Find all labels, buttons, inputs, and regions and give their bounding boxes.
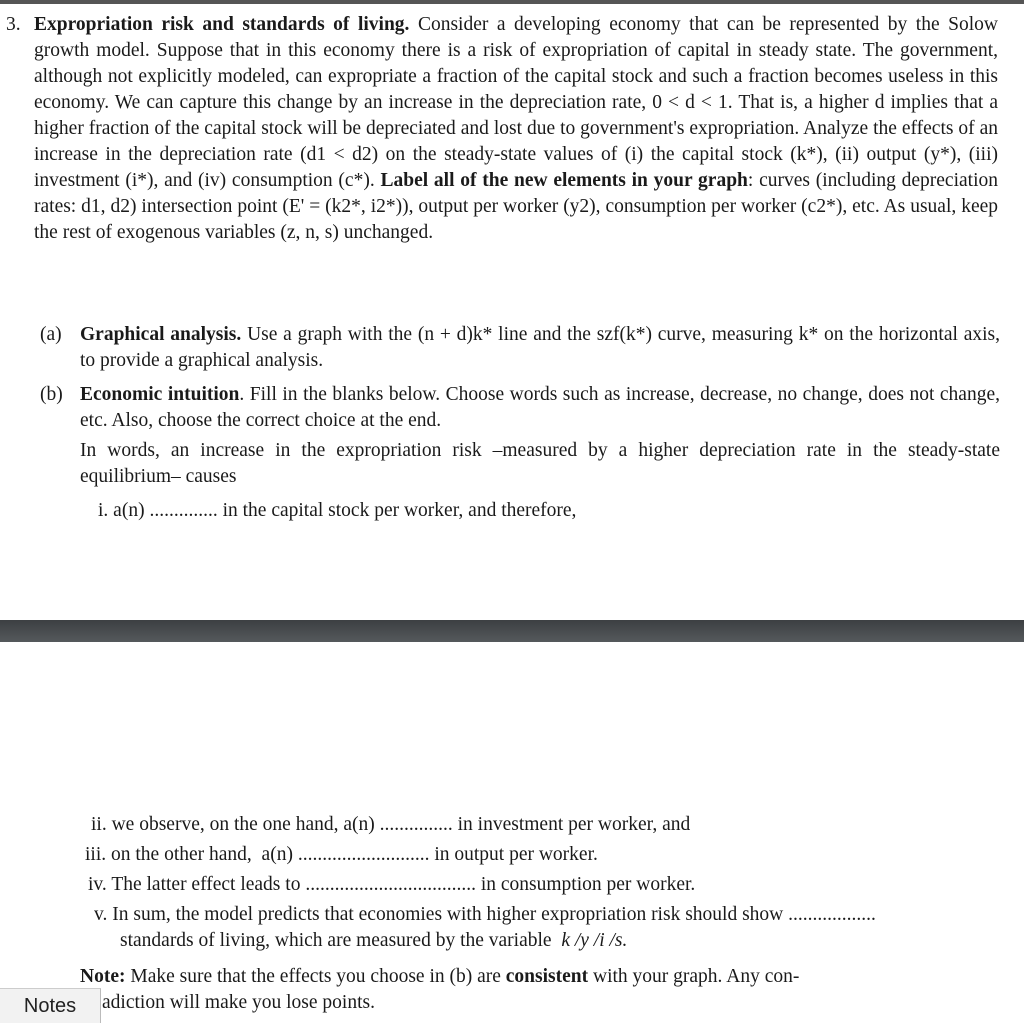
item-ii xyxy=(91,812,690,838)
item-v-line2-text: standards of living, which are measured by the variable xyxy=(120,930,552,951)
item-i-label: i. xyxy=(98,500,109,521)
label-instruction: Label all of the new elements in your graph xyxy=(380,170,748,191)
note-label: Note: xyxy=(80,966,126,987)
page-separator xyxy=(0,620,1024,642)
question-3 xyxy=(6,12,998,246)
part-b-title: Economic intuition xyxy=(80,384,240,405)
question-intro: Consider a developing economy that can be represented by the Solow growth model. Suppose that in this economy there is a risk of expropriation of capital in steady state. The government, although not explicitly modeled, can expropriate a fraction of the capital stock and such a fraction becomes useless in this economy. We can capture this change by an increase in the depreciation rate, 0 < d < 1. That is, a higher d implies that a higher fraction of the capital stock will be depreciated and lost due to government's expropriation. Analyze the effects of an increase in the depreciation rate (d1 < d2) on the steady-state values of (i) the capital stock (k*), (ii) output (y*), (iii) investment (i*), and (iv) consumption (c*). xyxy=(34,14,998,191)
item-ii-before: we observe, on the one hand, a(n) xyxy=(111,814,375,835)
part-b-label: (b) xyxy=(40,384,63,405)
item-iv xyxy=(88,872,695,898)
item-v-label: v. xyxy=(94,904,108,925)
page-1 xyxy=(0,4,1024,620)
item-i xyxy=(98,498,576,524)
note xyxy=(80,964,799,990)
note-emph: consistent xyxy=(505,966,589,987)
item-iii-after: in output per worker. xyxy=(434,844,598,865)
item-v xyxy=(94,902,1024,928)
part-a-label: (a) xyxy=(40,324,62,345)
part-a-title: Graphical analysis. xyxy=(80,324,242,345)
item-i-after: in the capital stock per worker, and therefore, xyxy=(222,500,577,521)
part-a xyxy=(40,322,1000,374)
item-v-choices: k /y /i /s. xyxy=(561,930,628,951)
part-b xyxy=(40,382,1000,434)
item-v-blank[interactable]: .................. xyxy=(788,904,876,925)
item-ii-label: ii. xyxy=(91,814,107,835)
item-i-before: a(n) xyxy=(113,500,145,521)
item-iv-after: in consumption per worker. xyxy=(480,874,696,895)
item-iii-before: on the other hand, a(n) xyxy=(111,844,293,865)
note-text-b: with your graph. Any con- xyxy=(593,966,800,987)
notes-tab[interactable]: Notes xyxy=(0,988,101,1023)
question-body xyxy=(34,12,998,246)
question-title: Expropriation risk and standards of living. xyxy=(34,14,410,35)
question-number: 3. xyxy=(6,14,21,35)
item-iv-before: The latter effect leads to xyxy=(111,874,301,895)
item-iii-blank[interactable]: ........................... xyxy=(297,844,430,865)
note-text-a: Make sure that the effects you choose in (b) are xyxy=(130,966,501,987)
question-intro-cont: : curves (including depreciation rates: d1, d2) intersection point (E' = (k2*, i2*)), output per worker (y2), consumption per worker (c2*), etc. As usual, keep the rest of exogenous variables (z, n, s) unchanged. xyxy=(34,170,998,243)
part-b-prompt: In words, an increase in the expropriation risk –measured by a higher depreciation rate in the steady-state equilibrium– causes xyxy=(80,440,1000,487)
part-a-text: Use a graph with the (n + d)k* line and the szf(k*) curve, measuring k* on the horizontal axis, to provide a graphical analysis. xyxy=(80,324,1000,371)
item-i-blank[interactable]: .............. xyxy=(149,500,218,521)
item-ii-blank[interactable]: ............... xyxy=(379,814,453,835)
item-iii-label: iii. xyxy=(85,844,107,865)
item-iv-label: iv. xyxy=(88,874,107,895)
item-ii-after: in investment per worker, and xyxy=(457,814,691,835)
item-iii xyxy=(85,842,598,868)
item-v-line2 xyxy=(120,928,627,954)
item-v-before: In sum, the model predicts that economies with higher expropriation risk should show xyxy=(112,904,784,925)
part-b-text: . Fill in the blanks below. Choose words such as increase, decrease, no change, does not change, etc. Also, choose the correct choice at the end. xyxy=(80,384,1000,431)
item-iv-blank[interactable]: ................................... xyxy=(305,874,476,895)
note-line2: adiction will make you lose points. xyxy=(102,992,375,1013)
